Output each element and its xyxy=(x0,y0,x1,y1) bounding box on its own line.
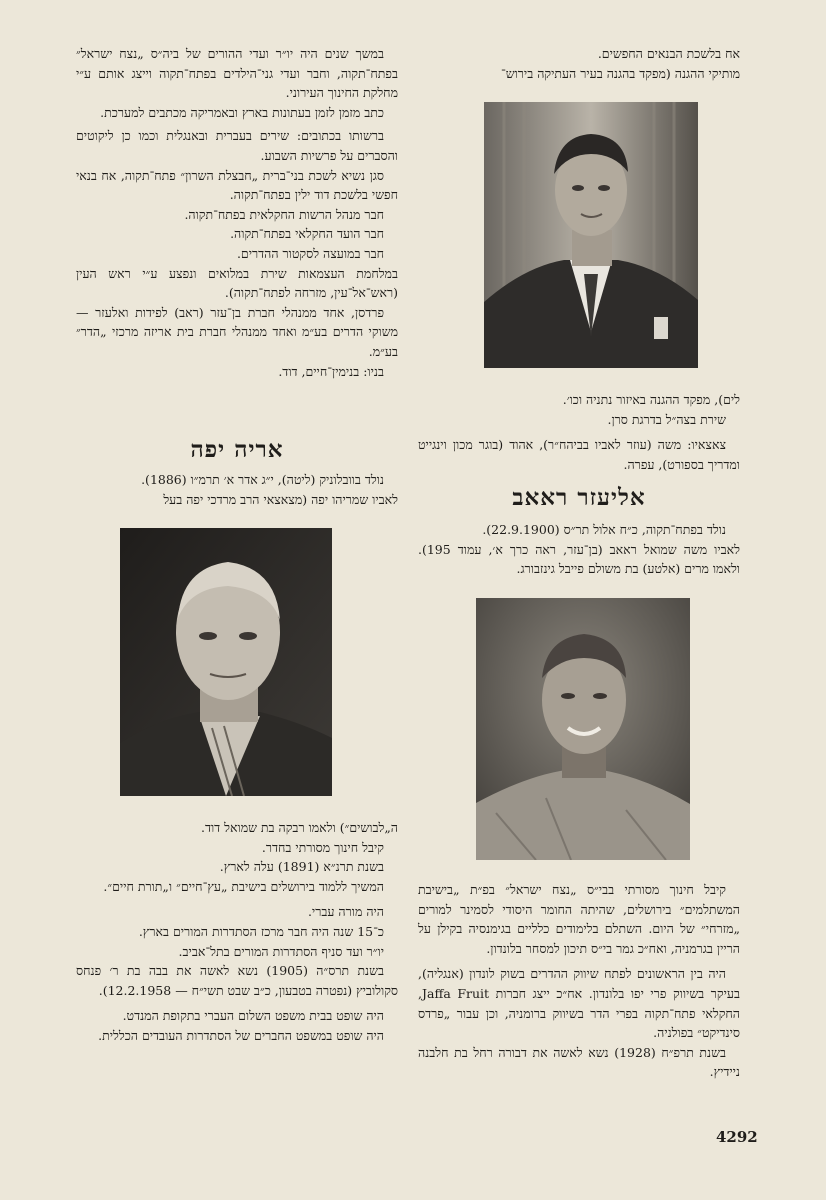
right-column-top-text xyxy=(418,44,740,83)
bio-paragraph: כתב מזמן לזמן בעתונות בארץ ובאמריקה מכתבים למערכת. xyxy=(100,104,384,120)
bio-paragraph: ברשותו בכתובים: שירים בעברית ובאנגלית וכמו כן ליקוטים והסברים על פרשיות השבוע. xyxy=(76,128,398,163)
bio-paragraph: היה שופט בבית משפט השלום העברי בתקופת המנדט. xyxy=(122,1008,384,1024)
bio-paragraph: חבר הועד החקלאי בפתח־תקוה. xyxy=(230,226,384,242)
text-line: אח בלשכת הבנאים החפשים. xyxy=(597,46,740,61)
bio-paragraph: קיבל חינוך מסורתי בחדר. xyxy=(261,839,384,855)
bio-paragraph: כ־15 שנה היה חבר מרכז הסתדרות המורים בארץ. xyxy=(138,923,384,939)
text-line: לאביו שמריהו יפה (מצאצאי הרב מרדכי יפה בעל xyxy=(163,491,398,507)
bio-paragraph: בשנת תרפ״ח (1928) נשא לאשה את דבורה רחל בת חלבנה ניידיץ. xyxy=(418,1044,740,1080)
bio-paragraph: בשנת תרס״ה (1905) נשא לאשה את בבה בת ר׳ פנחס סקולוביץ (נפטרה בטבעון, כ״ב שבט תשי״ח — 12.2.1958). xyxy=(76,963,398,998)
bio-paragraph: חבר מנהל הרשות החקלאית בפתח־תקוה. xyxy=(184,206,384,222)
section-title-arieh-yaffe: אריה יפה xyxy=(190,436,284,463)
bio-paragraph: היה שופט במשפט החברים של הסתדרות העובדים הכללית. xyxy=(98,1027,384,1043)
portrait-photo-arieh-yaffe xyxy=(120,528,332,796)
bio-paragraph: יו״ר ועד סניף הסתדרות המורים בתל־אביב. xyxy=(178,943,384,959)
bio-paragraph: סגן נשיא לשכת בני־ברית „חבצלת השרון״ פתח־תקוה, אח בנאי חפשי בלשכת דוד ילין בפתח־תקוה. xyxy=(76,167,398,203)
text-line: לים), מפקד ההגנה באיזור נתניה וכו׳. xyxy=(562,392,740,407)
bio-paragraph: היה מורה עברי. xyxy=(307,904,384,920)
eliezer-birth-text xyxy=(418,520,740,579)
bio-paragraph: היה בין הראשונים לפתח שיווק ההדרים בשוק לונדון (אנגליה), בעיקר בשיווק פרי יפו בלונדון. אח״כ ייצג חברות Jaffa Fruit, החקלאי פתח־תקוה בפרי הדר בשיווק ברומניה, וכן עבור „פרדס סינדיקט״ בפולניה. xyxy=(418,966,740,1041)
bio-paragraph: פרדסן, אחד ממנהלי חברת בן־עזר (ראב) לפידות ואלעזר — משוקי הדרים בע״מ ואחד ממנהלי חברת בית אריזה מרכזי „הדר״ בע״מ. xyxy=(76,304,398,359)
text-line: שירת בצה״ל בדרגת סרן. xyxy=(607,411,726,427)
portrait-photo-man-in-suit xyxy=(484,102,698,368)
section-title-eliezer-raab: אליעזר ראאב xyxy=(512,484,646,511)
children-line: צאצאיו: משה (עוזר לאביו בביהח״ר), אהוד (בוגר מכון וינגייט ומדריך בספורט), עפרה. xyxy=(418,437,740,472)
eliezer-bio-text xyxy=(418,880,740,1082)
bio-paragraph: קיבל חינוך מסורתי בבי״ס „נצח ישראל״ בפ״ת „בישיבת המשתלמים״ בירושלים, שהיתה החומר היסודי לסמינר למורים „מזרחי״ של היום. השתלם בלימודים כלליים בגימנסיה בקילן על הריין בגרמניה, ואח״כ גמר בי״ס תיכון למסחר בלונדון. xyxy=(418,882,740,956)
arieh-bio-text xyxy=(76,818,398,1046)
bio-paragraph: ה„לבושים״) ולאמו רבקה בת שמואל דוד. xyxy=(200,820,398,835)
portrait-photo-eliezer-raab xyxy=(476,598,690,860)
bio-paragraph: בשנת תרנ״א (1891) עלה לארץ. xyxy=(219,859,384,875)
bio-paragraph: במשך שנים היה יו״ר ועדי ההורים של ביה״ס „נצח ישראל״ בפתח־תקוה, וחבר ועדי גני־הילדים בפתח־תקוה וייצג אותם ע״י מחלקת החינוך העירוני. xyxy=(76,46,398,101)
arieh-birth-text xyxy=(76,470,398,509)
children-line: בניו: בנימין־חיים, דוד. xyxy=(278,363,384,379)
text-line: נולד בפתח־תקוה, כ״ח אלול תר״ס (22.9.1900). xyxy=(482,522,726,537)
right-column-caption-text xyxy=(418,390,740,474)
bio-paragraph: המשיך ללמוד בירושלים בישיבת „עץ־חיים״ ו„תורת חיים״. xyxy=(103,878,384,894)
text-line: נולד בוובלוניק (ליטה), י״ג אדר א׳ תרמ״ו (1886). xyxy=(141,472,384,487)
text-line: מותיקי ההגנה (מפקד בהגנה בעיר העתיקה בירוש־ xyxy=(500,65,740,81)
page-number: 4292 xyxy=(716,1128,758,1146)
bio-paragraph: חבר במועצה לסקטור ההדרים. xyxy=(236,245,384,261)
bio-paragraph: במלחמת העצמאות שירת במלואים ונפצע ע״י ראש העין (ראש־אל־עין, מזרחה לפתח־תקוה). xyxy=(76,265,398,301)
text-line: לאביו משה שמואל ראאב (בן־עזר, ראה כרך א׳, עמוד 195). ולאמו מרים (אלטע) בת משולם פייבל גינזבורג. xyxy=(418,541,740,577)
left-column-top-text xyxy=(76,44,398,381)
